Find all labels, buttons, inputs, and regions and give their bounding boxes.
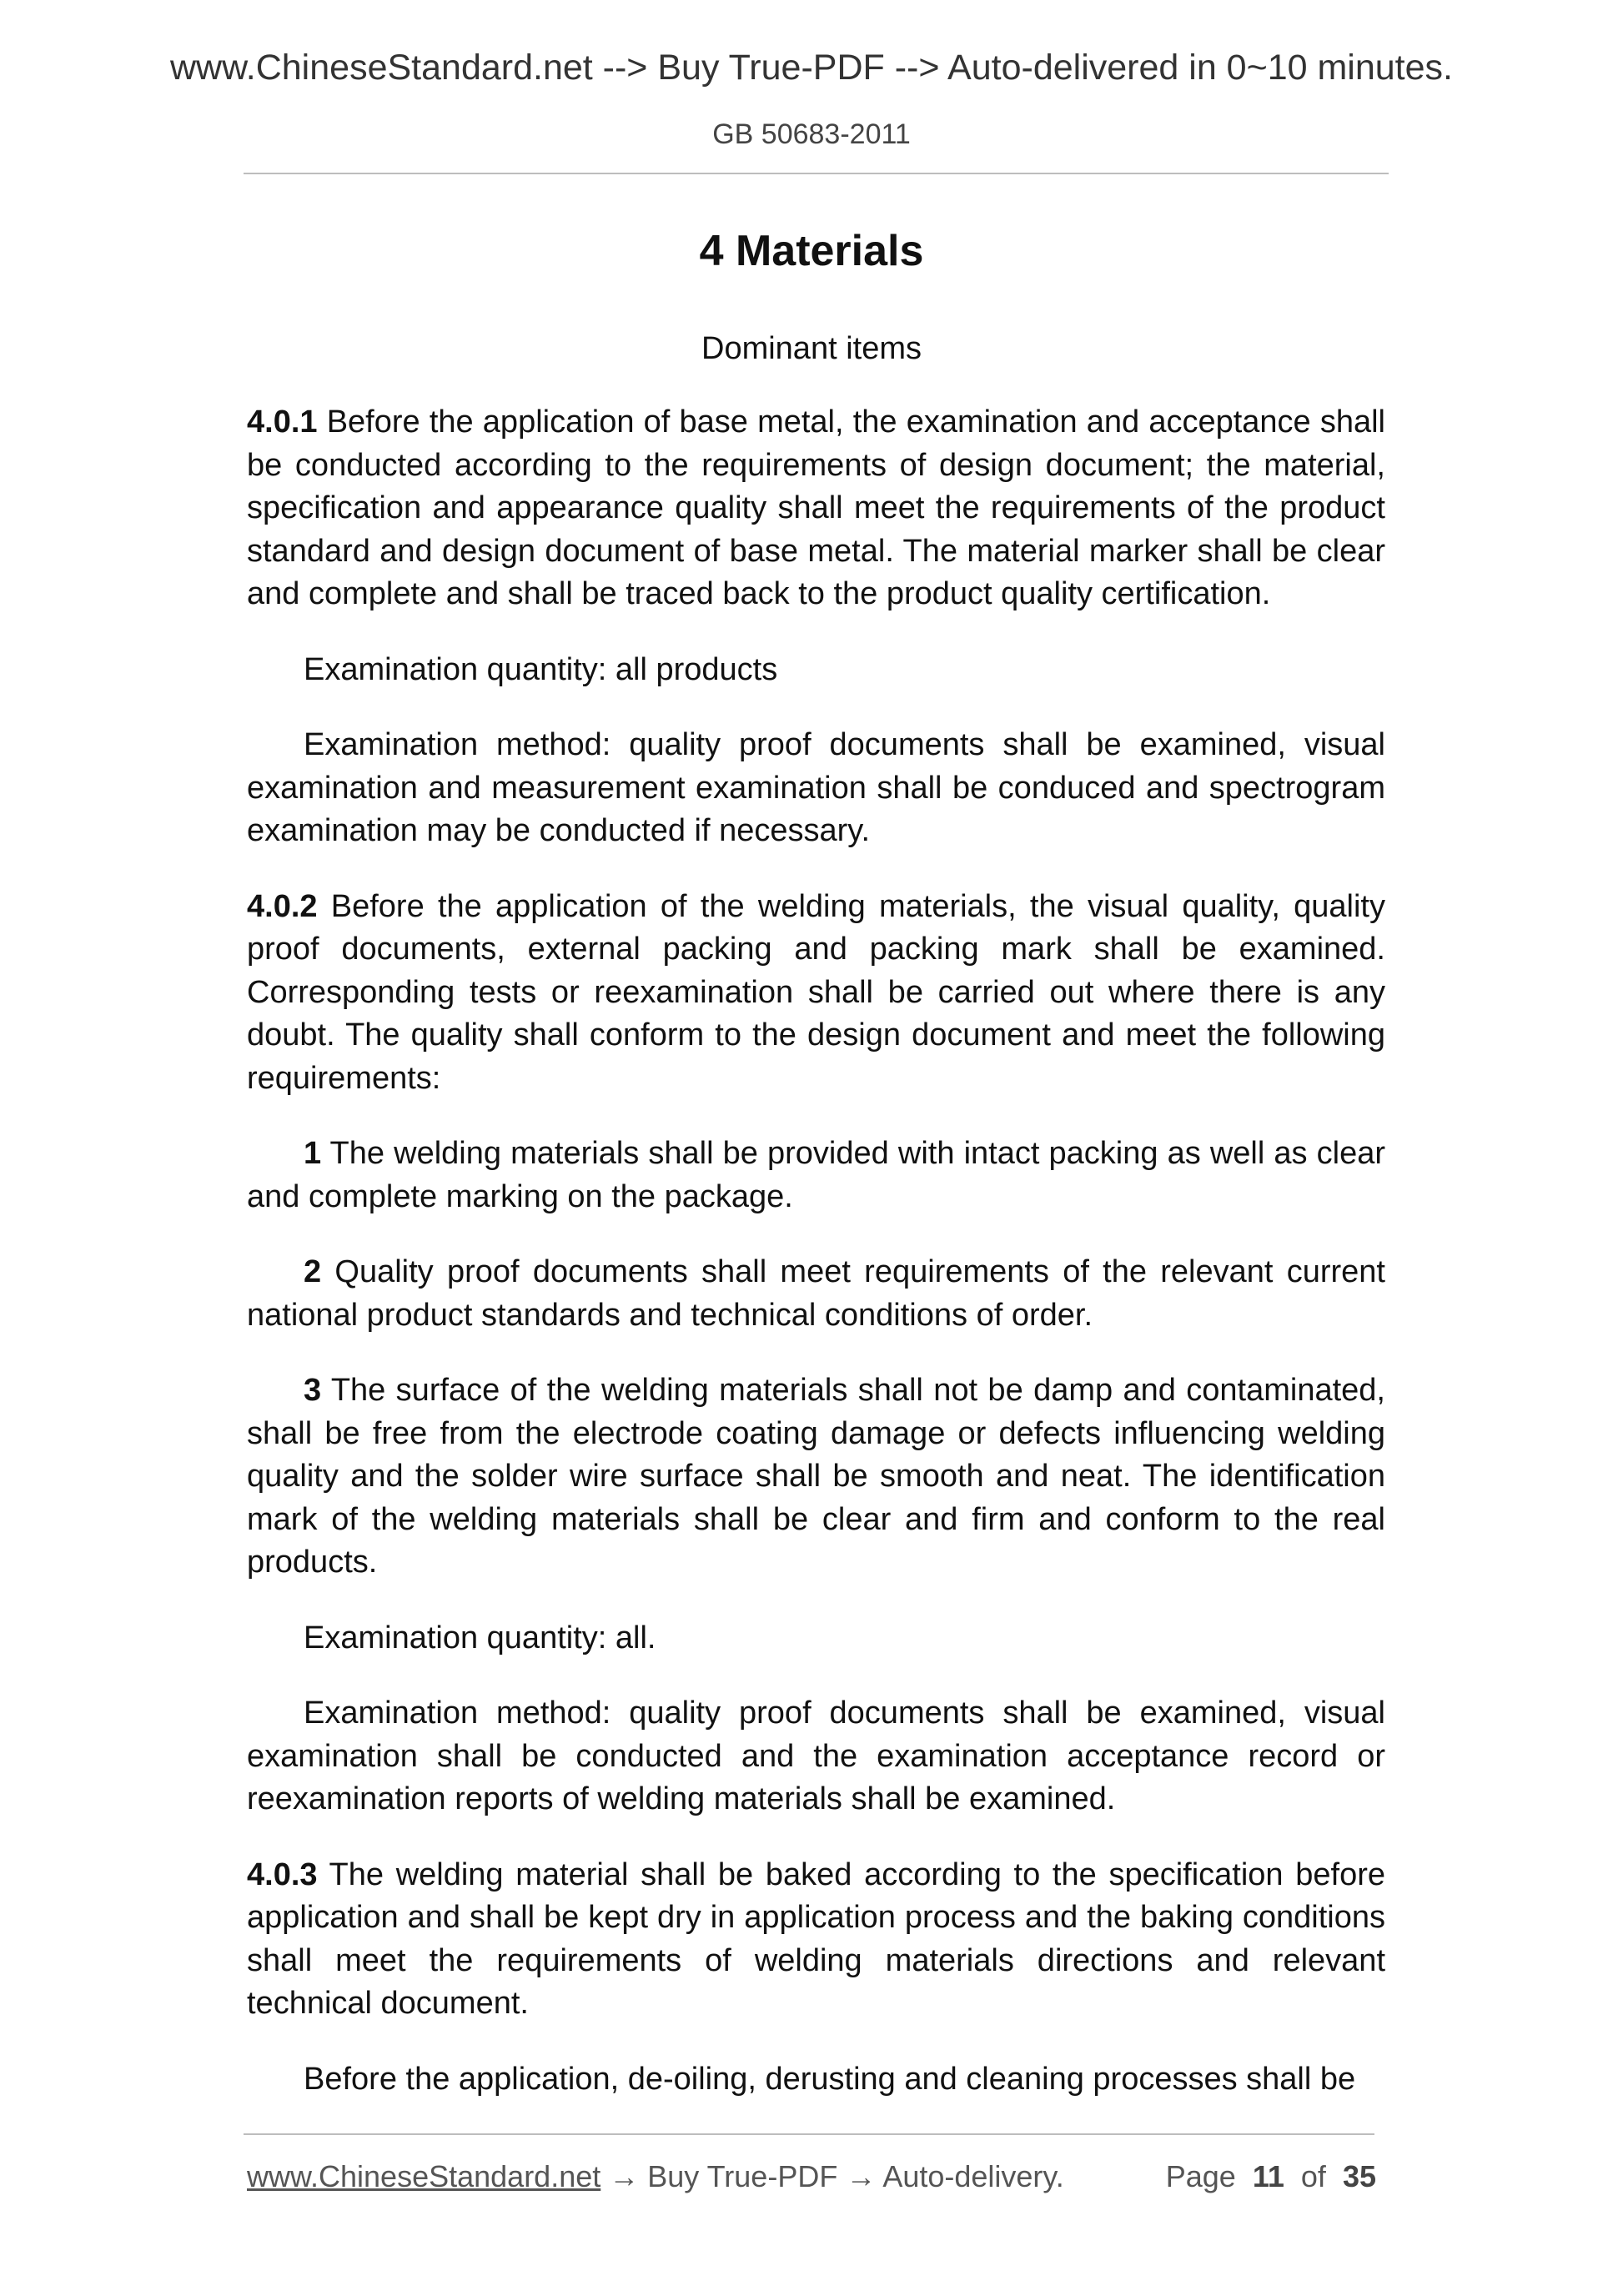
examination-method: Examination method: quality proof documents shall be examined, visual examination and measurement examination shall be conduced and spectrogram examination may be conducted if necessary. <box>247 727 1385 848</box>
clause-4-0-2 <box>247 886 1385 1101</box>
continuation-paragraph: Before the application, de-oiling, derusting and cleaning processes shall be <box>304 2061 1356 2097</box>
document-code: GB 50683-2011 <box>712 118 911 150</box>
item-number: 2 <box>304 1254 322 1289</box>
clause-number: 4.0.1 <box>247 404 318 440</box>
item-number: 3 <box>304 1373 322 1408</box>
footer-promo-text: → Buy True-PDF → Auto-delivery. <box>600 2159 1064 2193</box>
examination-quantity: Examination quantity: all. <box>304 1620 656 1655</box>
page-indicator <box>1166 2156 1376 2198</box>
item-text: The welding materials shall be provided with intact packing as well as clear and complete marking on the package. <box>247 1136 1385 1214</box>
document-body <box>247 401 1385 2133</box>
clause-4-0-3 <box>247 1854 1385 2026</box>
header-divider <box>244 173 1389 174</box>
page-of-label: of <box>1300 2159 1326 2193</box>
item-text: The surface of the welding materials shall not be damp and contaminated, shall be free from the electrode coating damage or defects influencing welding quality and the solder wire surface shall be smooth and neat. The identification mark of the welding materials shall be clear and firm and conform to the real products. <box>247 1373 1385 1580</box>
clause-4-0-1 <box>247 401 1385 616</box>
clause-number: 4.0.3 <box>247 1856 318 1892</box>
clause-text: Before the application of the welding materials, the visual quality, quality proof documents, external packing and packing mark shall be examined. Corresponding tests or reexamination shall be carried out where there is any doubt. The quality shall conform to the design document and meet the following requirements: <box>247 888 1385 1096</box>
footer-divider <box>244 2133 1374 2135</box>
clause-text: Before the application of base metal, the examination and acceptance shall be conducted according to the requirements of design document; the material, specification and appearance quality shall meet the requirements of the product standard and design document of base metal. The material marker shall be clear and complete and shall be traced back to the product quality certification. <box>247 404 1385 611</box>
footer-site-link[interactable]: www.ChineseStandard.net <box>247 2159 601 2193</box>
top-banner: www.ChineseStandard.net --> Buy True-PDF --> Auto-delivered in 0~10 minutes. <box>169 48 1453 88</box>
clause-number: 4.0.2 <box>247 888 318 924</box>
item-text: Quality proof documents shall meet requirements of the relevant current national product standards and technical conditions of order. <box>247 1254 1385 1333</box>
requirement-item-2 <box>247 1251 1385 1337</box>
clause-text: The welding material shall be baked according to the specification before application and shall be kept dry in application process and the baking conditions shall meet the requirements of welding materials directions and relevant technical document. <box>247 1856 1385 2021</box>
chapter-title: 4 Materials <box>699 227 924 275</box>
current-page-number: 11 <box>1252 2159 1284 2193</box>
section-subtitle: Dominant items <box>701 331 922 366</box>
examination-method: Examination method: quality proof documents shall be examined, visual examination shall be conducted and the examination acceptance record or reexamination reports of welding materials shall be examined. <box>247 1696 1385 1816</box>
examination-quantity: Examination quantity: all products <box>304 651 778 687</box>
footer-promo <box>247 2156 1064 2198</box>
total-page-count: 35 <box>1342 2159 1376 2193</box>
requirement-item-3 <box>247 1369 1385 1585</box>
page-label: Page <box>1165 2159 1236 2193</box>
requirement-item-1 <box>247 1133 1385 1218</box>
item-number: 1 <box>304 1136 322 1171</box>
